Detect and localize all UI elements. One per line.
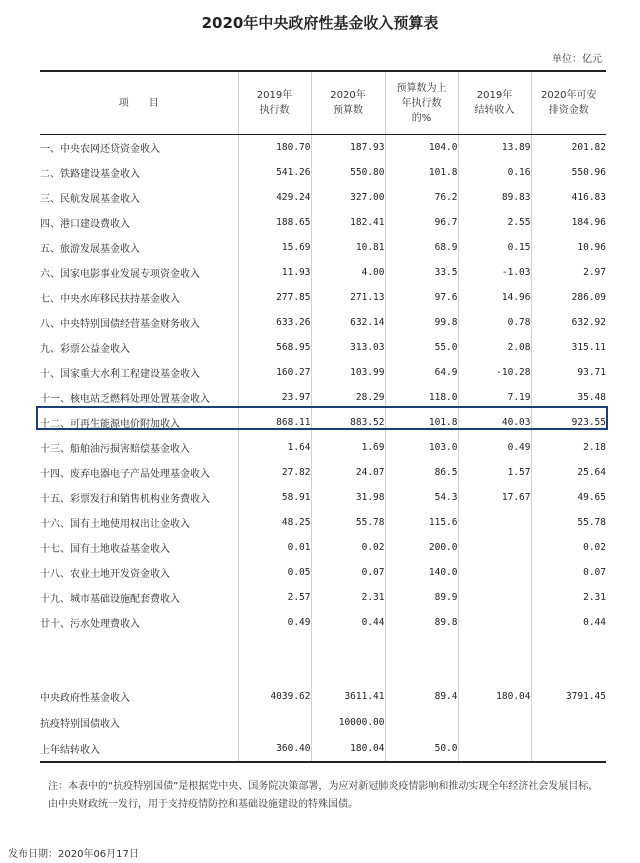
row-label: 十三、船舶油污损害赔偿基金收入: [40, 435, 238, 460]
cell-carry2019: 1.57: [458, 460, 531, 485]
cell-avail2020: 632.92: [531, 310, 606, 335]
cell-budget2020: 55.78: [311, 510, 385, 535]
spacer-row: [40, 635, 606, 683]
row-label: 上年结转收入: [40, 735, 238, 762]
cell-ratio: 54.3: [385, 485, 458, 510]
cell-ratio: [385, 709, 458, 735]
cell-budget2020: 0.02: [311, 535, 385, 560]
cell-carry2019: 2.08: [458, 335, 531, 360]
cell-exec2019: [238, 709, 311, 735]
cell-budget2020: 632.14: [311, 310, 385, 335]
cell-avail2020: 2.97: [531, 260, 606, 285]
cell-exec2019: 277.85: [238, 285, 311, 310]
cell-carry2019: 40.03: [458, 410, 531, 435]
cell-exec2019: 0.01: [238, 535, 311, 560]
cell-budget2020: 4.00: [311, 260, 385, 285]
cell-exec2019: 541.26: [238, 160, 311, 185]
header-avail-2020: 2020年可安 排资金数: [531, 71, 606, 135]
cell-avail2020: 201.82: [531, 135, 606, 161]
cell-avail2020: 923.55: [531, 410, 606, 435]
cell-avail2020: 184.96: [531, 210, 606, 235]
cell-avail2020: 3791.45: [531, 683, 606, 709]
cell-carry2019: 180.04: [458, 683, 531, 709]
cell-carry2019: [458, 510, 531, 535]
cell-avail2020: 93.71: [531, 360, 606, 385]
table-row: [40, 135, 606, 161]
cell-ratio: 99.8: [385, 310, 458, 335]
cell-budget2020: 327.00: [311, 185, 385, 210]
row-label: 十一、核电站乏燃料处理处置基金收入: [40, 385, 238, 410]
cell-avail2020: 25.64: [531, 460, 606, 485]
cell-ratio: 89.8: [385, 610, 458, 635]
header-ratio: 预算数为上 年执行数 的%: [385, 71, 458, 135]
row-label: 七、中央水库移民扶持基金收入: [40, 285, 238, 310]
table-row: [40, 610, 606, 635]
cell-budget2020: 1.69: [311, 435, 385, 460]
cell-carry2019: 2.55: [458, 210, 531, 235]
cell-ratio: 68.9: [385, 235, 458, 260]
table-row: [40, 185, 606, 210]
cell-exec2019: 23.97: [238, 385, 311, 410]
cell-avail2020: 10.96: [531, 235, 606, 260]
cell-budget2020: 28.29: [311, 385, 385, 410]
cell-exec2019: 0.05: [238, 560, 311, 585]
cell-carry2019: 89.83: [458, 185, 531, 210]
cell-avail2020: 49.65: [531, 485, 606, 510]
cell-budget2020: 3611.41: [311, 683, 385, 709]
row-label: 廿十、污水处理费收入: [40, 610, 238, 635]
cell-budget2020: 180.04: [311, 735, 385, 762]
cell-exec2019: 188.65: [238, 210, 311, 235]
cell-carry2019: 0.15: [458, 235, 531, 260]
cell-ratio: 118.0: [385, 385, 458, 410]
cell-exec2019: 11.93: [238, 260, 311, 285]
cell-exec2019: 568.95: [238, 335, 311, 360]
row-label: 十五、彩票发行和销售机构业务费收入: [40, 485, 238, 510]
cell-budget2020: 10000.00: [311, 709, 385, 735]
summary-row: [40, 683, 606, 709]
cell-avail2020: [531, 709, 606, 735]
row-label: 十二、可再生能源电价附加收入: [40, 410, 238, 435]
cell-budget2020: 313.03: [311, 335, 385, 360]
cell-avail2020: 0.02: [531, 535, 606, 560]
table-row: [40, 535, 606, 560]
cell-budget2020: 31.98: [311, 485, 385, 510]
cell-exec2019: 429.24: [238, 185, 311, 210]
row-label: 九、彩票公益金收入: [40, 335, 238, 360]
cell-carry2019: [458, 585, 531, 610]
cell-exec2019: 0.49: [238, 610, 311, 635]
cell-avail2020: 416.83: [531, 185, 606, 210]
cell-avail2020: 2.18: [531, 435, 606, 460]
table-row: [40, 360, 606, 385]
row-label: 十六、国有土地使用权出让金收入: [40, 510, 238, 535]
cell-ratio: 86.5: [385, 460, 458, 485]
cell-ratio: 97.6: [385, 285, 458, 310]
row-label: 六、国家电影事业发展专项资金收入: [40, 260, 238, 285]
cell-budget2020: 550.80: [311, 160, 385, 185]
cell-ratio: 55.0: [385, 335, 458, 360]
unit-label: 单位：亿元: [552, 54, 602, 65]
cell-avail2020: 0.44: [531, 610, 606, 635]
cell-carry2019: 17.67: [458, 485, 531, 510]
cell-carry2019: 14.96: [458, 285, 531, 310]
summary-row: [40, 709, 606, 735]
cell-ratio: 64.9: [385, 360, 458, 385]
cell-carry2019: 0.49: [458, 435, 531, 460]
row-label: 十四、废弃电器电子产品处理基金收入: [40, 460, 238, 485]
table-header-row: [40, 71, 606, 135]
cell-exec2019: 2.57: [238, 585, 311, 610]
cell-ratio: 103.0: [385, 435, 458, 460]
cell-ratio: 101.8: [385, 160, 458, 185]
row-label: 二、铁路建设基金收入: [40, 160, 238, 185]
cell-carry2019: [458, 709, 531, 735]
header-exec-2019: 2019年 执行数: [238, 71, 311, 135]
table-row: [40, 510, 606, 535]
cell-budget2020: 0.07: [311, 560, 385, 585]
row-label: 十、国家重大水利工程建设基金收入: [40, 360, 238, 385]
cell-exec2019: 180.70: [238, 135, 311, 161]
cell-avail2020: 286.09: [531, 285, 606, 310]
cell-ratio: 89.9: [385, 585, 458, 610]
row-label: 一、中央农网还贷资金收入: [40, 135, 238, 161]
table-row: [40, 235, 606, 260]
cell-carry2019: -1.03: [458, 260, 531, 285]
row-label: 三、民航发展基金收入: [40, 185, 238, 210]
cell-budget2020: 0.44: [311, 610, 385, 635]
table-row: [40, 310, 606, 335]
cell-ratio: 33.5: [385, 260, 458, 285]
cell-budget2020: 187.93: [311, 135, 385, 161]
cell-ratio: 89.4: [385, 683, 458, 709]
cell-ratio: 115.6: [385, 510, 458, 535]
row-label: 八、中央特别国债经营基金财务收入: [40, 310, 238, 335]
cell-ratio: 50.0: [385, 735, 458, 762]
cell-exec2019: 58.91: [238, 485, 311, 510]
cell-exec2019: 360.40: [238, 735, 311, 762]
cell-ratio: 76.2: [385, 185, 458, 210]
cell-avail2020: 35.48: [531, 385, 606, 410]
summary-row: [40, 735, 606, 762]
table-body: [40, 135, 606, 763]
table-row: [40, 260, 606, 285]
table-row: [40, 460, 606, 485]
cell-exec2019: 15.69: [238, 235, 311, 260]
cell-ratio: 104.0: [385, 135, 458, 161]
cell-carry2019: -10.28: [458, 360, 531, 385]
cell-exec2019: 633.26: [238, 310, 311, 335]
table-row: [40, 585, 606, 610]
header-budget-2020: 2020年 预算数: [311, 71, 385, 135]
cell-carry2019: [458, 735, 531, 762]
highlight-box: [36, 406, 608, 430]
row-label: 抗疫特别国债收入: [40, 709, 238, 735]
table-row: [40, 560, 606, 585]
cell-carry2019: 0.78: [458, 310, 531, 335]
cell-carry2019: 0.16: [458, 160, 531, 185]
row-label: 四、港口建设费收入: [40, 210, 238, 235]
cell-budget2020: 103.99: [311, 360, 385, 385]
table-row: [40, 335, 606, 360]
row-label: 十七、国有土地收益基金收入: [40, 535, 238, 560]
row-label: 十八、农业土地开发资金收入: [40, 560, 238, 585]
cell-exec2019: 48.25: [238, 510, 311, 535]
cell-ratio: 200.0: [385, 535, 458, 560]
footnote: 注：本表中的“抗疫特别国债”是根据党中央、国务院决策部署，为应对新冠肺炎疫情影响和推动实现全年经济社会发展目标，由中央财政统一发行，用于支持疫情防控和基础设施建设的特殊国债。: [48, 781, 599, 810]
cell-exec2019: 1.64: [238, 435, 311, 460]
cell-avail2020: 2.31: [531, 585, 606, 610]
cell-avail2020: 0.07: [531, 560, 606, 585]
page-title: 2020年中央政府性基金收入预算表: [201, 14, 439, 32]
cell-exec2019: 868.11: [238, 410, 311, 435]
cell-avail2020: 55.78: [531, 510, 606, 535]
cell-budget2020: 10.81: [311, 235, 385, 260]
row-label: 中央政府性基金收入: [40, 683, 238, 709]
cell-ratio: 96.7: [385, 210, 458, 235]
cell-exec2019: 27.82: [238, 460, 311, 485]
publish-date: 发布日期：2020年06月17日: [8, 849, 139, 860]
cell-budget2020: 24.07: [311, 460, 385, 485]
cell-budget2020: 2.31: [311, 585, 385, 610]
cell-ratio: 101.8: [385, 410, 458, 435]
cell-budget2020: 883.52: [311, 410, 385, 435]
cell-budget2020: 182.41: [311, 210, 385, 235]
cell-exec2019: 160.27: [238, 360, 311, 385]
row-label: 十九、城市基础设施配套费收入: [40, 585, 238, 610]
table-row: [40, 210, 606, 235]
cell-budget2020: 271.13: [311, 285, 385, 310]
cell-ratio: 140.0: [385, 560, 458, 585]
cell-avail2020: 315.11: [531, 335, 606, 360]
row-label: 五、旅游发展基金收入: [40, 235, 238, 260]
cell-exec2019: 4039.62: [238, 683, 311, 709]
cell-avail2020: 550.96: [531, 160, 606, 185]
cell-carry2019: [458, 610, 531, 635]
cell-carry2019: 13.89: [458, 135, 531, 161]
table-row: [40, 485, 606, 510]
cell-avail2020: [531, 735, 606, 762]
cell-carry2019: [458, 560, 531, 585]
header-item: 项 目: [40, 71, 238, 135]
header-carry-2019: 2019年 结转收入: [458, 71, 531, 135]
table-row: [40, 435, 606, 460]
cell-carry2019: [458, 535, 531, 560]
table-row: [40, 285, 606, 310]
table-row: [40, 160, 606, 185]
cell-carry2019: 7.19: [458, 385, 531, 410]
